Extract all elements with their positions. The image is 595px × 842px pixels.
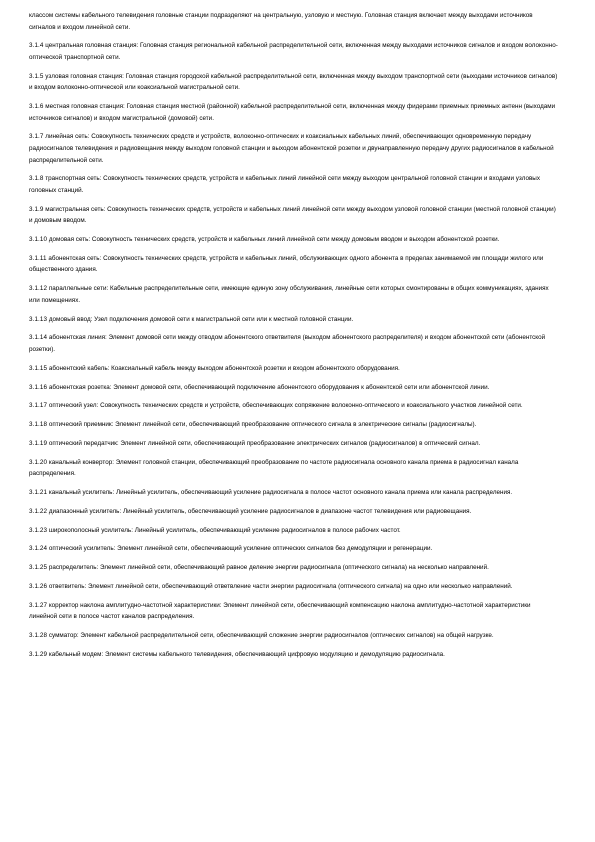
clause-number: 3.1.8 (29, 175, 44, 183)
definition-text: Элемент линейной сети, обеспечивающий преобразование оптического сигнала в электрические сигналы (радиосигналы). (113, 421, 477, 429)
defined-term: корректор наклона амплитудно-частотной характеристики: (48, 601, 222, 609)
definition-text: Элемент системы кабельного телевидения, обеспечивающий цифровую модуляцию и демодуляцию радиосигнала. (103, 650, 445, 658)
defined-term: параллельные сети: (48, 285, 109, 293)
definition-text: Совокупность технических средств, устройств и кабельных линий линейной сети между выходом узловой головной станции (местной головной станции) и домовым вводом. (29, 205, 556, 225)
defined-term: широкополосный усилитель: (48, 526, 133, 534)
definitions-list (29, 40, 559, 660)
definition-paragraph (29, 630, 559, 642)
clause-number: 3.1.26 (29, 582, 48, 590)
definition-text: Линейный усилитель, обеспечивающий усиление радиосигналов в полосе рабочих частот. (132, 526, 401, 534)
definition-paragraph (29, 400, 559, 412)
clause-number: 3.1.19 (29, 439, 48, 447)
definition-paragraph (29, 283, 559, 306)
definition-text: Кабельные распределительные сети, имеющие единую зону обслуживания, линейные сети которых смонтированы в общих коммуникациях, зданиях или помещениях. (29, 285, 549, 304)
defined-term: домовый ввод: (48, 315, 93, 323)
definition-paragraph (29, 543, 559, 555)
definition-paragraph (29, 101, 559, 124)
definition-text: Элемент кабельной распределительной сети, обеспечивающий сложение энергии радиосигналов (оптических сигналов) на общей нагрузке. (78, 632, 494, 640)
clause-number: 3.1.29 (29, 650, 48, 658)
defined-term: абонентский кабель: (48, 364, 110, 372)
definition-paragraph (29, 382, 559, 394)
definition-text: Линейный усилитель, обеспечивающий усиление радиосигнала в полосе частот основного канала приема или канала распределения. (114, 489, 513, 496)
definition-text: Элемент домовой сети, обеспечивающий подключение абонентского оборудования к абонентской сети или абонентской линии. (111, 383, 490, 391)
defined-term: диапазонный усилитель: (48, 507, 122, 515)
defined-term: кабельный модем: (48, 650, 104, 658)
definition-paragraph (29, 457, 559, 480)
definition-text: Совокупность технических средств, устройств и кабельных линий, обслуживающих одного абонента в пределах занимаемой им площади жилого или общественного здания. (29, 254, 544, 274)
definition-text: Линейный усилитель, обеспечивающий усиление радиосигналов в диапазоне частот телевидения или радиовещания. (121, 507, 472, 515)
definition-paragraph (29, 71, 559, 94)
clause-number: 3.1.16 (29, 383, 48, 391)
defined-term: оптический узел: (48, 402, 99, 410)
defined-term: абонентская линия: (48, 334, 107, 342)
definition-paragraph (29, 204, 559, 227)
defined-term: абонентская сеть: (48, 254, 102, 262)
clause-number: 3.1.7 (29, 133, 44, 141)
definition-text: Элемент линейной сети, обеспечивающий преобразование электрических сигналов (радиосигналов) в оптический сигнал. (118, 439, 481, 447)
defined-term: сумматор: (48, 632, 79, 640)
clause-number: 3.1.6 (29, 102, 44, 110)
definition-paragraph (29, 253, 559, 276)
defined-term: распределитель: (48, 564, 99, 572)
definition-paragraph (29, 506, 559, 518)
clause-number: 3.1.23 (29, 526, 48, 534)
clause-number: 3.1.12 (29, 285, 48, 293)
defined-term: оптический приемник: (48, 421, 114, 429)
definition-text: Элемент линейной сети, обеспечивающий усиление оптических сигналов без демодуляции и регенерации. (115, 545, 433, 553)
definition-paragraph (29, 562, 559, 574)
defined-term: оптический передатчик: (48, 439, 119, 447)
definition-paragraph (29, 438, 559, 450)
definition-text: Элемент линейной сети, обеспечивающий равное деление энергии радиосигнала (оптического сигнала) на несколько направлений. (98, 564, 489, 572)
definition-paragraph (29, 487, 559, 499)
clause-number: 3.1.17 (29, 402, 48, 410)
definition-text: Элемент головной станции, обеспечивающий преобразование по частоте радиосигнала основного канала приема в радиосигнал канала распределения. (29, 458, 519, 478)
clause-number: 3.1.9 (29, 205, 44, 213)
definition-paragraph (29, 581, 559, 593)
clause-number: 3.1.22 (29, 507, 48, 515)
clause-number: 3.1.24 (29, 545, 48, 553)
definition-paragraph (29, 649, 559, 661)
defined-term: ответвитель: (48, 582, 87, 590)
definition-paragraph (29, 363, 559, 375)
clause-number: 3.1.5 (29, 72, 44, 80)
definition-text: Головная станция городской кабельной распределительной сети, включенная между выходом транспортной сети (выходами источников сигналов) и входом волоконно-оптической или коаксиальной магистральной сети. (29, 72, 558, 92)
clause-number: 3.1.25 (29, 564, 48, 572)
definition-paragraph (29, 314, 559, 326)
clause-number: 3.1.15 (29, 364, 48, 372)
definition-paragraph (29, 600, 559, 623)
defined-term: магистральная сеть: (45, 205, 106, 213)
definition-text: Совокупность технических средств и устройств, волоконно-оптических и коаксиальных кабельных линий, обеспечивающих одновременную передачу радиосигналов телевидения и радиовещания между выходом головной станции и выходом абонентской розетки и двунаправленную передачу других радиосигналов в кабельной распределительной сети. (29, 133, 554, 164)
clause-number: 3.1.14 (29, 334, 48, 342)
definition-paragraph (29, 332, 559, 355)
clause-number: 3.1.20 (29, 458, 48, 466)
clause-number: 3.1.18 (29, 421, 48, 429)
defined-term: канальный конвертор: (48, 458, 114, 466)
clause-number: 3.1.27 (29, 601, 48, 609)
defined-term: транспортная сеть: (45, 175, 102, 183)
definition-text: Головная станция местной (районной) кабельной распределительной сети, включенная между фидерами приемных приемных антенн (выходами источников сигналов) и входом магистральной (домовой) сети. (29, 102, 556, 122)
definition-text: Узел подключения домовой сети к магистральной сети или к местной головной станции. (92, 315, 354, 323)
defined-term: узловая головная станция: (45, 72, 124, 80)
clause-number: 3.1.13 (29, 315, 48, 323)
clause-number: 3.1.28 (29, 632, 48, 640)
defined-term: центральная головная станция: (45, 42, 139, 50)
clause-number: 3.1.10 (29, 236, 48, 244)
definition-text: Коаксиальный кабель между выходом абонентской розетки и входом абонентского оборудования. (109, 364, 400, 372)
definition-text: Элемент домовой сети между отводом абонентского ответвителя (выходом абонентского распределителя) и входом абонентской сети (абонентской розетки). (29, 334, 546, 353)
defined-term: линейная сеть: (45, 133, 90, 141)
definition-text: Элемент линейной сети, обеспечивающий компенсацию наклона амплитудно-частотной характеристики линейной сети в полосе частот каналов распределения. (29, 601, 531, 621)
definition-paragraph (29, 234, 559, 246)
definition-paragraph (29, 419, 559, 431)
clause-number: 3.1.21 (29, 489, 48, 496)
definition-text: Элемент линейной сети, обеспечивающий ответвление части энергии радиосигнала (оптического сигнала) на одно или несколько направлений. (86, 582, 513, 590)
definition-text: Головная станция региональной кабельной распределительной сети, включенная между выходами источников сигналов и входом волоконно-оптической транспортной сети. (29, 42, 558, 61)
definition-paragraph (29, 173, 559, 196)
definition-paragraph (29, 525, 559, 537)
defined-term: оптический усилитель: (48, 545, 116, 553)
clause-number: 3.1.4 (29, 42, 44, 50)
definition-text: Совокупность технических средств и устройств, обеспечивающих сопряжение волоконно-оптического и коаксиального участков линейной сети. (98, 402, 523, 410)
clause-number: 3.1.11 (29, 254, 47, 262)
definition-paragraph (29, 131, 559, 166)
defined-term: абонентская розетка: (48, 383, 112, 391)
defined-term: домовая сеть: (48, 236, 91, 244)
definition-paragraph (29, 40, 559, 63)
defined-term: канальный усилитель: (48, 489, 115, 496)
definition-text: Совокупность технических средств, устройств и кабельных линий линейной сети между домовым вводом и выходом абонентской розетки. (90, 236, 500, 244)
definition-text: Совокупность технических средств, устройств и кабельных линий линейной сети между выходом центральной головной станции и входами узловых головных станций. (29, 175, 540, 194)
defined-term: местная головная станция: (45, 102, 125, 110)
lead-paragraph: классом системы кабельного телевидения головные станции подразделяют на центральную, узловую и местную. Головная станция включает между выходами источников сигналов и входом линейной сети. (29, 12, 533, 31)
